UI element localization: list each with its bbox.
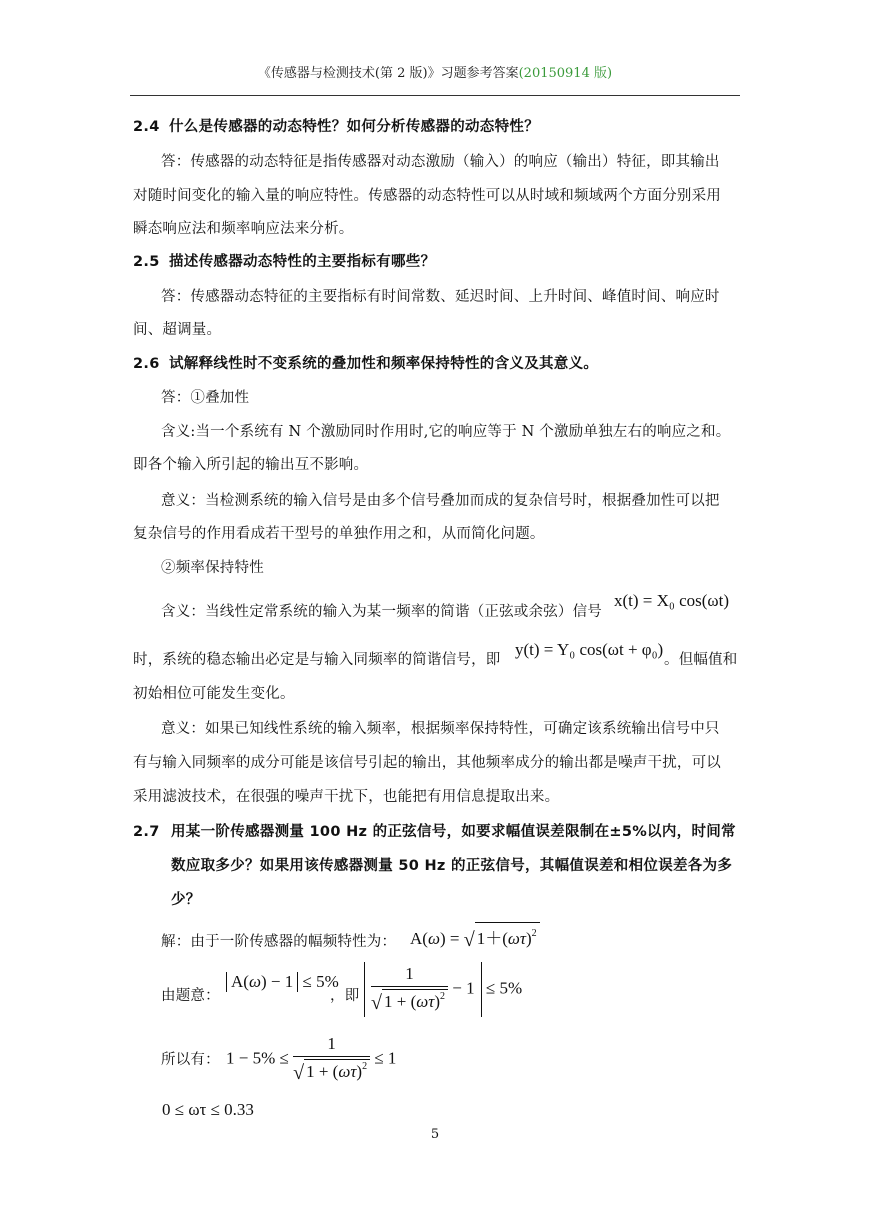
answer-line: 答：传感器动态特征的主要指标有时间常数、延迟时间、上升时间、峰值时间、响应时	[161, 289, 720, 305]
answer-line: 复杂信号的作用看成若干型号的单独作用之和，从而简化问题。	[133, 526, 545, 542]
answer-line: 含义:当一个系统有 N 个激励同时作用时,它的响应等于 N 个激励单独左右的响应之和。	[161, 424, 731, 440]
equation-error-bound-expanded: $\frac{1}{√ 1 + (\omega\tau)^2}$ − 1 ≤ 5%	[364, 962, 522, 1017]
answer-line: 含义：当线性定常系统的输入为某一频率的简谐（正弦或余弦）信号	[161, 604, 602, 620]
question-number: 2.4	[133, 119, 160, 135]
header-rule	[130, 95, 740, 96]
equation-input-signal: x(t) = X₀ cos(ωt)	[614, 591, 729, 610]
inequality-left: 1 − 5% ≤	[226, 1048, 289, 1068]
answer-line: 瞬态响应法和频率响应法来分析。	[133, 221, 354, 237]
question-text: 试解释线性时不变系统的叠加性和频率保持特性的含义及其意义。	[169, 356, 599, 372]
ie-label: ，即	[330, 988, 360, 1004]
therefore-label: 所以有：	[161, 1052, 220, 1068]
question-text: 少？	[171, 892, 201, 908]
answer-line: 对随时间变化的输入量的响应特性。传感器的动态特性可以从时域和频域两个方面分别采用	[133, 188, 721, 204]
answer-line: 间、超调量。	[133, 322, 222, 338]
question-text: 数应取多少？如果用该传感器测量 50 Hz 的正弦信号，其幅值误差和相位误差各为多	[171, 858, 733, 874]
question-text: 描述传感器动态特性的主要指标有哪些？	[169, 254, 436, 270]
equation-result: 0 ≤ ωτ ≤ 0.33	[162, 1100, 254, 1119]
answer-line: 有与输入同频率的成分可能是该信号引起的输出，其他频率成分的输出都是噪声干扰，可以	[133, 755, 721, 771]
subheading-superposition: 答：①叠加性	[161, 390, 250, 406]
question-2-6	[133, 352, 598, 373]
question-number: 2.7	[133, 824, 160, 840]
inequality-right: ≤ 1	[374, 1048, 397, 1068]
answer-line: 初始相位可能发生变化。	[133, 686, 295, 702]
condition-label: 由题意：	[161, 988, 220, 1004]
question-text: 什么是传感器的动态特性？如何分析传感器的动态特性？	[169, 119, 539, 135]
question-2-4	[133, 115, 539, 136]
question-number: 2.6	[133, 356, 160, 372]
header-version: (20150914 版)	[518, 66, 613, 81]
equation-output-signal: y(t) = Y₀ cos(ωt + φ₀)	[515, 640, 664, 659]
five-percent: 5%	[499, 978, 523, 998]
answer-line: 即各个输入所引起的输出互不影响。	[133, 457, 369, 473]
subheading-frequency-preservation: ②频率保持特性	[161, 560, 264, 576]
running-header	[130, 62, 740, 81]
question-number: 2.5	[133, 254, 160, 270]
answer-line: 意义：当检测系统的输入信号是由多个信号叠加而成的复杂信号时，根据叠加性可以把	[161, 493, 720, 509]
five-percent: 5%	[316, 972, 339, 991]
answer-line: 。但幅值和	[664, 652, 738, 668]
answer-line: 采用滤波技术，在很强的噪声干扰下，也能把有用信息提取出来。	[133, 789, 560, 805]
answer-line: 意义：如果已知线性系统的输入频率，根据频率保持特性，可确定该系统输出信号中只	[161, 721, 720, 737]
answer-line: 答：传感器的动态特征是指传感器对动态激励（输入）的响应（输出）特征，即其输出	[161, 154, 720, 170]
question-text: 用某一阶传感器测量 100 Hz 的正弦信号，如要求幅值误差限制在±5%以内，时间常	[171, 824, 736, 840]
page-number: 5	[430, 1127, 440, 1142]
question-2-5	[133, 250, 435, 271]
equation-error-bound: A(ω) − 1 ≤ 5%	[226, 972, 339, 992]
solution-intro: 解：由于一阶传感器的幅频特性为：	[161, 934, 397, 950]
answer-line: 时，系统的稳态输出必定是与输入同频率的简谐信号，即	[133, 652, 501, 668]
question-2-7	[133, 820, 736, 841]
equation-inequality: 1 − 5% ≤ $\frac{1}{√ 1 + (\omega\tau)^2}$ ≤ 1	[226, 1034, 397, 1084]
equation-amplitude-response: A(ω) = √ $1+(\omega\tau)^2$	[410, 922, 540, 952]
header-title: 《传感器与检测技术(第 2 版)》习题参考答案	[257, 66, 519, 81]
